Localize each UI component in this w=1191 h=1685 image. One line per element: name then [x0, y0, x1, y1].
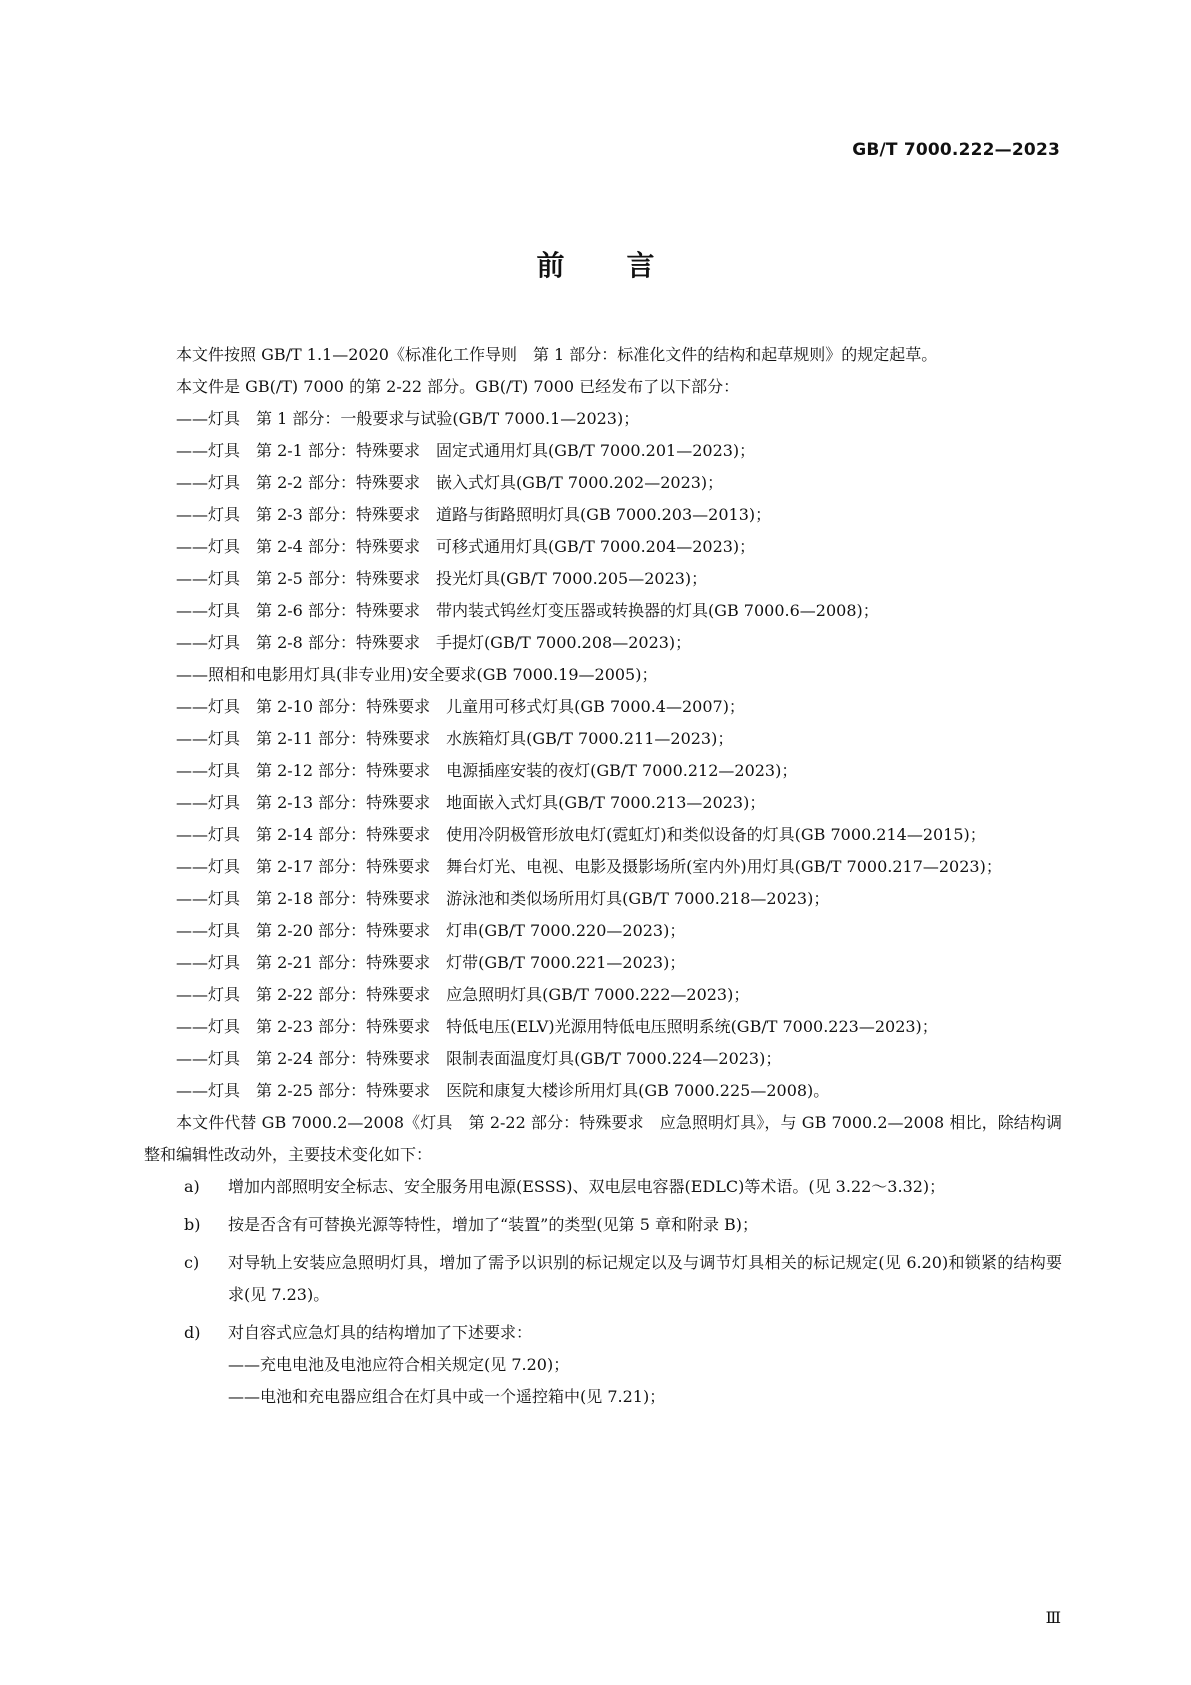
- change-item-c: [144, 1247, 1062, 1311]
- intro-paragraph-2: 本文件是 GB(/T) 7000 的第 2-22 部分。GB(/T) 7000 已经发布了以下部分：: [176, 377, 740, 396]
- list-item: ——灯具 第 2-3 部分：特殊要求 道路与街路照明灯具(GB 7000.203—2013)；: [176, 505, 772, 524]
- change-d-sub-list: [228, 1349, 1062, 1413]
- change-item-d: [144, 1317, 1062, 1413]
- list-item: ——灯具 第 2-1 部分：特殊要求 固定式通用灯具(GB/T 7000.201—2023)；: [176, 441, 756, 460]
- change-item-text: 对导轨上安装应急照明灯具，增加了需予以识别的标记规定以及与调节灯具相关的标记规定(见 6.20)和锁紧的结构要求(见 7.23)。: [228, 1253, 1062, 1304]
- list-item: ——灯具 第 2-25 部分：特殊要求 医院和康复大楼诊所用灯具(GB 7000.225—2008)。: [176, 1081, 830, 1100]
- list-item: ——灯具 第 2-18 部分：特殊要求 游泳池和类似场所用灯具(GB/T 7000.218—2023)；: [176, 889, 830, 908]
- list-item: ——灯具 第 2-11 部分：特殊要求 水族箱灯具(GB/T 7000.211—2023)；: [176, 729, 734, 748]
- page-number: Ⅲ: [1045, 1608, 1061, 1627]
- document-body: [144, 339, 1062, 1419]
- list-item: ——灯具 第 2-4 部分：特殊要求 可移式通用灯具(GB/T 7000.204—2023)；: [176, 537, 756, 556]
- list-item: ——灯具 第 1 部分：一般要求与试验(GB/T 7000.1—2023)；: [176, 409, 640, 428]
- change-item-text: 按是否含有可替换光源等特性，增加了“装置”的类型(见第 5 章和附录 B)；: [228, 1215, 759, 1234]
- list-item: ——灯具 第 2-8 部分：特殊要求 手提灯(GB/T 7000.208—2023)；: [176, 633, 692, 652]
- list-item: ——充电电池及电池应符合相关规定(见 7.20)；: [228, 1355, 570, 1374]
- replacement-paragraph: 本文件代替 GB 7000.2—2008《灯具 第 2-22 部分：特殊要求 应急照明灯具》，与 GB 7000.2—2008 相比，除结构调整和编辑性改动外，主要技术变化如下：: [144, 1113, 1062, 1164]
- standard-code: GB/T 7000.222—2023: [852, 140, 1060, 160]
- list-item: ——灯具 第 2-17 部分：特殊要求 舞台灯光、电视、电影及摄影场所(室内外)用灯具(GB/T 7000.217—2023)；: [176, 857, 1002, 876]
- technical-changes-list: [144, 1171, 1062, 1413]
- list-item: ——灯具 第 2-22 部分：特殊要求 应急照明灯具(GB/T 7000.222—2023)；: [176, 985, 750, 1004]
- change-item-text: 增加内部照明安全标志、安全服务用电源(ESSS)、双电层电容器(EDLC)等术语。(见 3.22～3.32)；: [228, 1177, 946, 1196]
- list-item: ——灯具 第 2-5 部分：特殊要求 投光灯具(GB/T 7000.205—2023)；: [176, 569, 708, 588]
- list-item: ——灯具 第 2-23 部分：特殊要求 特低电压(ELV)光源用特低电压照明系统(GB/T 7000.223—2023)；: [176, 1017, 938, 1036]
- page-title: 前言: [536, 249, 717, 282]
- change-item-mark: c): [184, 1253, 200, 1272]
- change-item-mark: a): [184, 1177, 200, 1196]
- list-item: ——灯具 第 2-24 部分：特殊要求 限制表面温度灯具(GB/T 7000.224—2023)；: [176, 1049, 782, 1068]
- change-item-mark: b): [184, 1215, 201, 1234]
- list-item: ——灯具 第 2-14 部分：特殊要求 使用冷阴极管形放电灯(霓虹灯)和类似设备的灯具(GB 7000.214—2015)；: [176, 825, 986, 844]
- published-parts-list: [144, 403, 1062, 1107]
- change-item-text: 对自容式应急灯具的结构增加了下述要求：: [228, 1323, 533, 1342]
- list-item: ——电池和充电器应组合在灯具中或一个遥控箱中(见 7.21)；: [228, 1387, 666, 1406]
- list-item: ——灯具 第 2-2 部分：特殊要求 嵌入式灯具(GB/T 7000.202—2023)；: [176, 473, 724, 492]
- list-item: ——灯具 第 2-12 部分：特殊要求 电源插座安装的夜灯(GB/T 7000.212—2023)；: [176, 761, 798, 780]
- intro-paragraph-1: 本文件按照 GB/T 1.1—2020《标准化工作导则 第 1 部分：标准化文件的结构和起草规则》的规定起草。: [176, 345, 938, 364]
- list-item: ——照相和电影用灯具(非专业用)安全要求(GB 7000.19—2005)；: [176, 665, 658, 684]
- list-item: ——灯具 第 2-13 部分：特殊要求 地面嵌入式灯具(GB/T 7000.213—2023)；: [176, 793, 766, 812]
- change-item-mark: d): [184, 1323, 201, 1342]
- list-item: ——灯具 第 2-20 部分：特殊要求 灯串(GB/T 7000.220—2023)；: [176, 921, 686, 940]
- list-item: ——灯具 第 2-21 部分：特殊要求 灯带(GB/T 7000.221—2023)；: [176, 953, 686, 972]
- list-item: ——灯具 第 2-10 部分：特殊要求 儿童用可移式灯具(GB 7000.4—2007)；: [176, 697, 745, 716]
- change-item-b: [144, 1209, 1062, 1241]
- change-item-a: [144, 1171, 1062, 1203]
- list-item: ——灯具 第 2-6 部分：特殊要求 带内装式钨丝灯变压器或转换器的灯具(GB 7000.6—2008)；: [176, 601, 879, 620]
